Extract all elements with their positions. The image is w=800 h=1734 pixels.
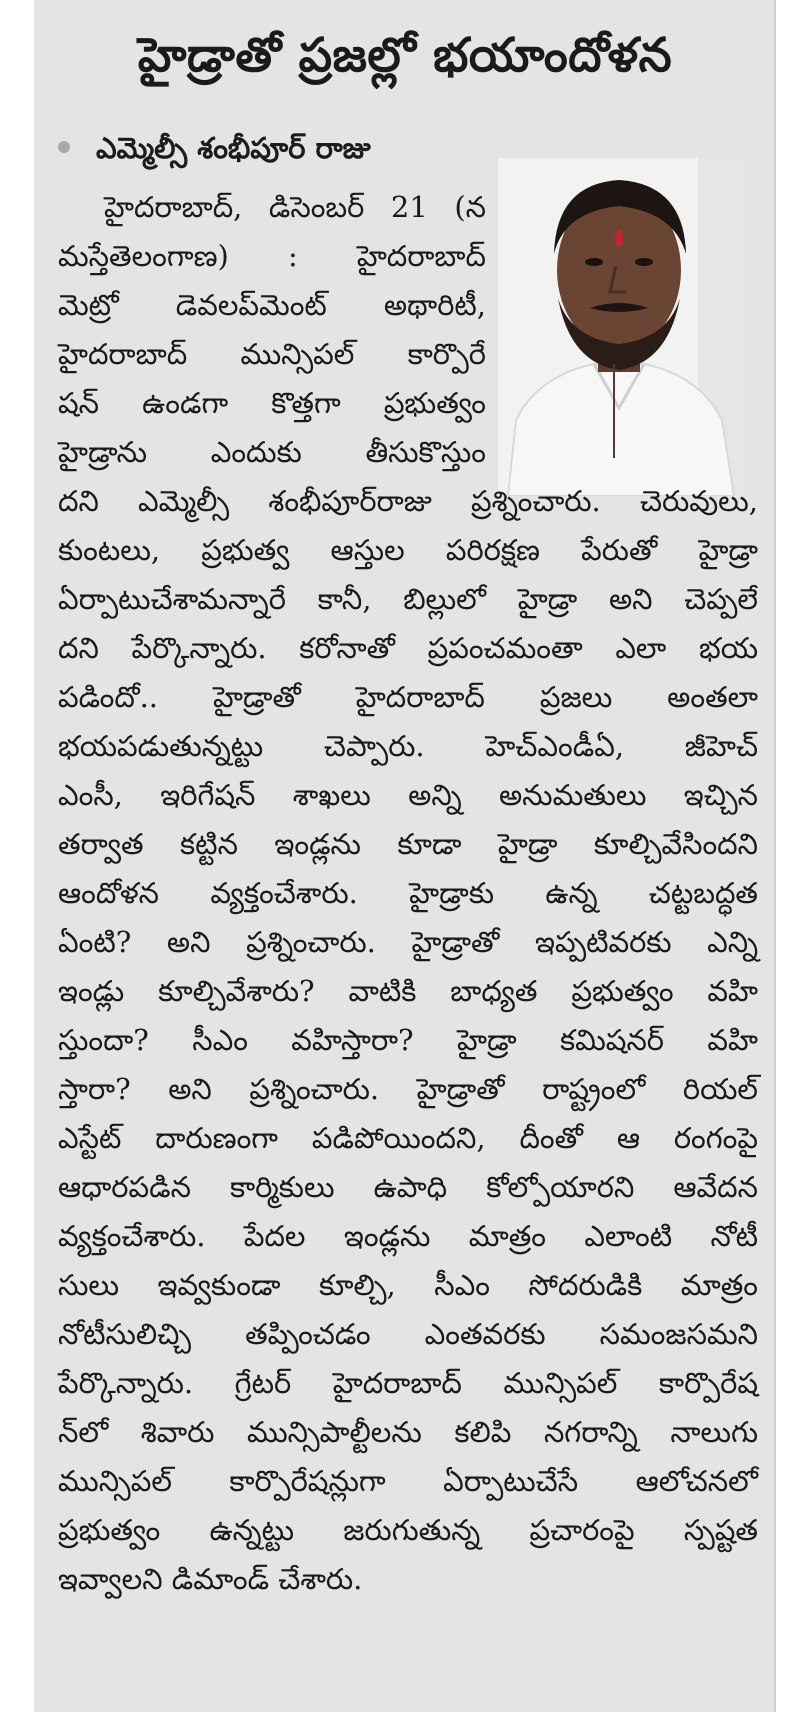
body-line: ఆధారపడిన కార్మికులు ఉపాధి కోల్పోయారని ఆవేదన [58,1170,758,1204]
bullet-icon [58,141,70,153]
portrait-illustration [498,158,740,496]
byline [58,124,371,172]
body-line: మస్తేతెలంగాణ) : హైదరాబాద్ [58,239,486,273]
body-line-last: ఇవ్వాలని డిమాండ్ చేశారు. [58,1562,363,1596]
tilak [615,229,623,247]
left-eye [585,258,603,266]
body-line: షన్ ఉండగా కొత్తగా ప్రభుత్వం [58,386,486,420]
body-line: ఏర్పాటుచేశామన్నారే కానీ, బిల్లులో హైడ్రా అని చెప్పలే [58,582,758,616]
news-clipping [34,0,776,1712]
body-line: దని ఎమ్మెల్సీ శంభీపూర్‌రాజు ప్రశ్నించారు. చెరువులు, [58,484,758,518]
body-line: దని పేర్కొన్నారు. కరోనాతో ప్రపంచమంతా ఎలా భయ [58,631,758,665]
body-line: హైడ్రాను ఎందుకు తీసుకొస్తుం [58,435,486,469]
body-line: హైదరాబాద్, డిసెంబర్ 21 (న [104,190,486,224]
body-line: కుంటలు, ప్రభుత్వ ఆస్తుల పరిరక్షణ పేరుతో హైడ్రా [58,533,758,567]
body-line: మెట్రో డెవలప్‌మెంట్ అథారిటీ, [58,288,486,322]
body-line: పేర్కొన్నారు. గ్రేటర్ హైదరాబాద్ మున్సిపల్ కార్పొరేష [58,1366,758,1400]
body-line: ప్రభుత్వం ఉన్నట్టు జరుగుతున్న ప్రచారంపై స్పష్టత [58,1513,758,1547]
body-line: పడిందో.. హైడ్రాతో హైదరాబాద్ ప్రజలు అంతలా [58,680,758,714]
right-eye [635,258,653,266]
body-line: న్‌లో శివారు మున్సిపాల్టీలను కలిపి నగరాన్ని నాలుగు [58,1415,758,1449]
body-line: ఏంటి? అని ప్రశ్నించారు. హైడ్రాతో ఇప్పటివరకు ఎన్ని [58,925,758,959]
body-line: సులు ఇవ్వకుండా కూల్చి, సీఎం సోదరుడికి మాత్రం [58,1268,758,1302]
byline-text: ఎమ్మెల్సీ శంభీపూర్ రాజు [96,131,371,165]
body-line: ఎస్టేట్ దారుణంగా పడిపోయిందని, దీంతో ఆ రంగంపై [58,1121,758,1155]
body-line: వ్యక్తంచేశారు. పేదల ఇండ్లను మాత్రం ఎలాంటి నోటీ [58,1219,758,1253]
headline: హైడ్రాతో ప్రజల్లో భయాందోళన [137,28,673,83]
body-line: భయపడుతున్నట్టు చెప్పారు. హెచ్‌ఎండీఏ, జీహెచ్ [58,729,758,763]
body-line: మున్సిపల్ కార్పొరేషన్లుగా ఏర్పాటుచేసే ఆలోచనలో [58,1464,758,1498]
body-line: ఎంసీ, ఇరిగేషన్ శాఖలు అన్ని అనుమతులు ఇచ్చిన [58,778,758,812]
body-line: నోటీసులిచ్చి తప్పించడం ఎంతవరకు సమంజసమని [58,1317,758,1351]
body-line: ఇండ్లు కూల్చివేశారు? వాటికి బాధ్యత ప్రభుత్వం వహి [58,974,758,1008]
body-line: తర్వాత కట్టిన ఇండ్లను కూడా హైడ్రా కూల్చివేసిందని [58,827,758,861]
body-line: హైదరాబాద్ మున్సిపల్ కార్పొరే [58,337,486,371]
person-photo [498,158,740,496]
body-line: స్తుందా? సీఎం వహిస్తారా? హైడ్రా కమిషనర్ వహి [58,1023,758,1057]
body-line: స్తారా? అని ప్రశ్నించారు. హైడ్రాతో రాష్ట్రంలో రియల్ [58,1072,758,1106]
body-line: ఆందోళన వ్యక్తంచేశారు. హైడ్రాకు ఉన్న చట్టబద్ధత [58,876,758,910]
